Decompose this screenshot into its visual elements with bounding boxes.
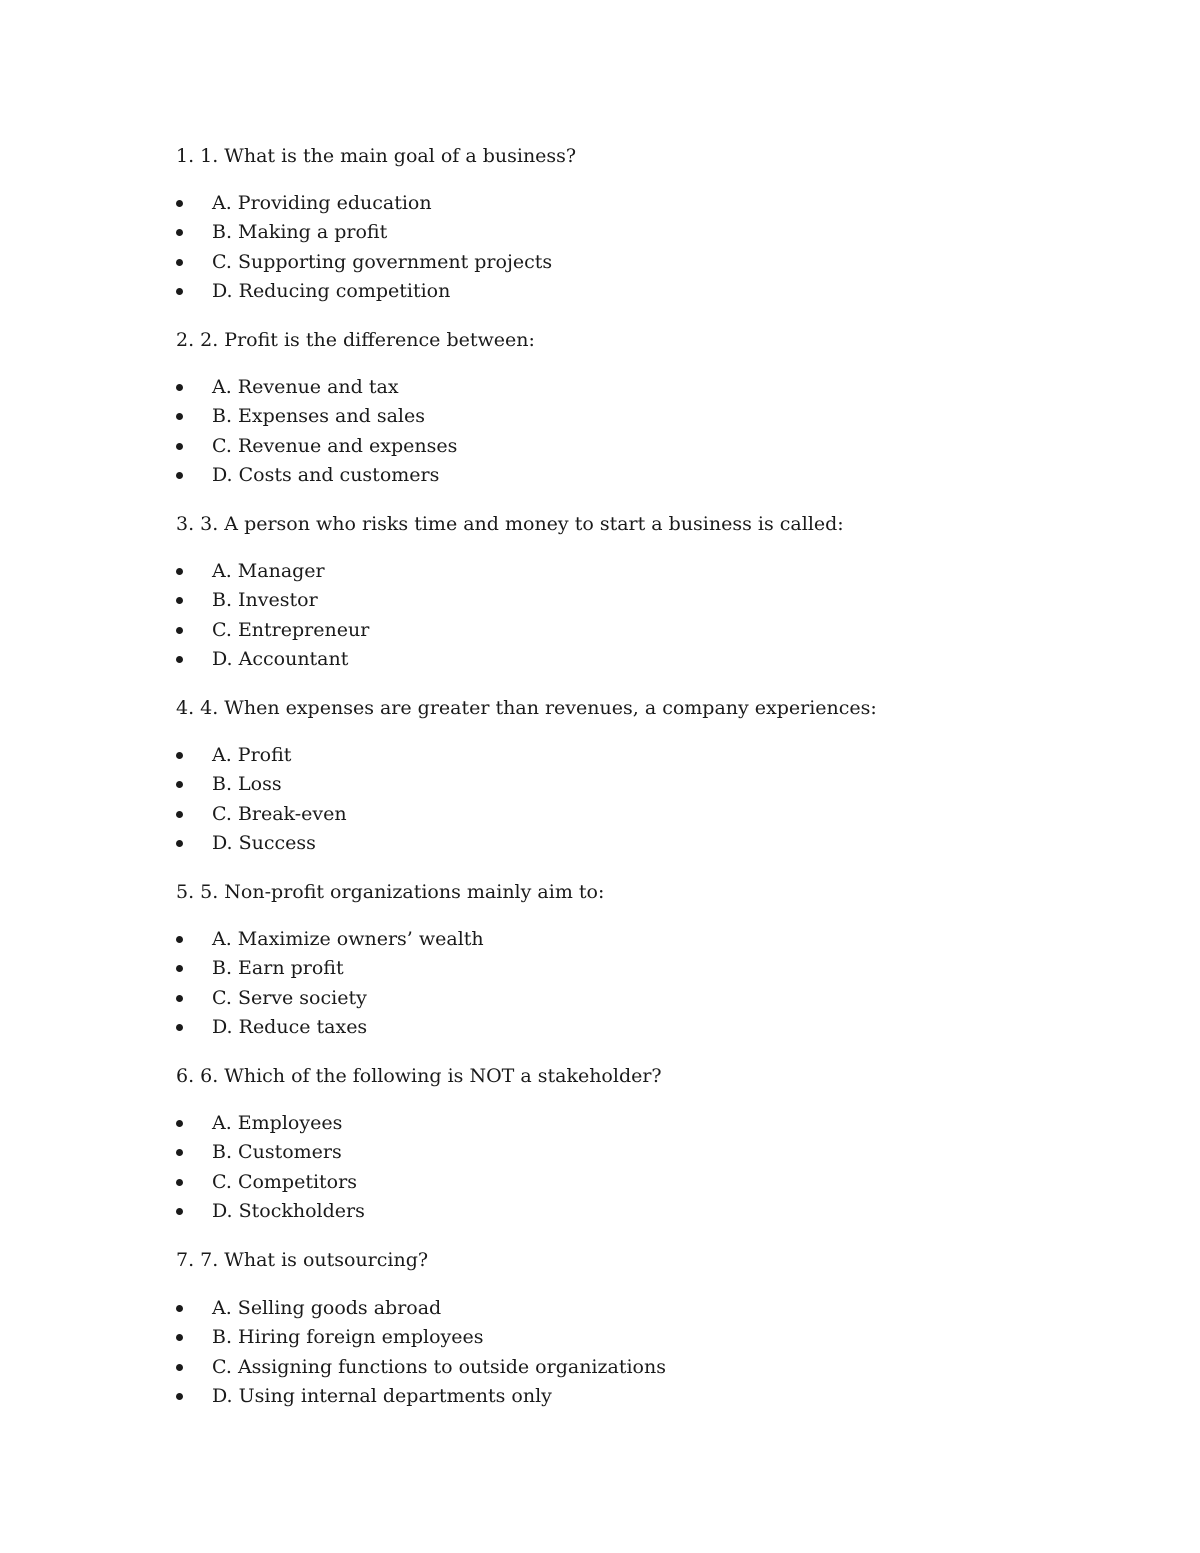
option-item [176, 616, 369, 645]
option-item [176, 461, 457, 490]
options-list-6 [176, 1109, 365, 1226]
question-number: 3. [176, 513, 195, 535]
option-text: A. Selling goods abroad [212, 1297, 442, 1319]
options-list-4 [176, 741, 347, 858]
bullet-icon [176, 656, 183, 663]
option-item [176, 432, 457, 461]
question-number: 1. [176, 145, 195, 167]
option-item [176, 1138, 365, 1167]
option-item [176, 1353, 666, 1382]
bullet-icon [176, 384, 183, 391]
bullet-icon [176, 811, 183, 818]
bullet-icon [176, 1179, 183, 1186]
option-item [176, 373, 457, 402]
bullet-icon [176, 568, 183, 575]
option-item [176, 218, 552, 247]
question-text: 3. A person who risks time and money to start a business is called: [200, 513, 844, 535]
option-text: B. Expenses and sales [212, 405, 425, 428]
option-item [176, 925, 484, 954]
option-item [176, 402, 457, 431]
bullet-icon [176, 443, 183, 450]
bullet-icon [176, 200, 183, 207]
bullet-icon [176, 627, 183, 634]
option-text: B. Making a profit [212, 221, 388, 244]
option-text: A. Manager [212, 560, 325, 582]
bullet-icon [176, 965, 183, 972]
option-text: B. Earn profit [212, 957, 344, 980]
option-text: B. Customers [212, 1141, 342, 1164]
option-text: C. Serve society [212, 986, 367, 1009]
question-6 [176, 1063, 662, 1089]
option-item [176, 770, 347, 799]
question-text: 7. What is outsourcing? [200, 1249, 429, 1271]
option-text: B. Loss [212, 773, 282, 796]
question-number: 4. [176, 697, 195, 719]
question-2 [176, 327, 535, 353]
bullet-icon [176, 781, 183, 788]
option-item [176, 1197, 365, 1226]
option-item [176, 741, 347, 770]
option-text: D. Stockholders [212, 1199, 365, 1222]
option-item [176, 1013, 484, 1042]
bullet-icon [176, 1120, 183, 1127]
option-item [176, 189, 552, 218]
bullet-icon [176, 259, 183, 266]
option-item [176, 248, 552, 277]
option-text: D. Using internal departments only [212, 1384, 552, 1407]
question-text: 5. Non-profit organizations mainly aim to: [200, 881, 605, 903]
option-item [176, 1382, 666, 1411]
bullet-icon [176, 1024, 183, 1031]
option-text: A. Profit [212, 744, 292, 766]
option-item [176, 1168, 365, 1197]
bullet-icon [176, 472, 183, 479]
options-list-7 [176, 1294, 666, 1411]
bullet-icon [176, 840, 183, 847]
bullet-icon [176, 229, 183, 236]
option-text: A. Providing education [212, 192, 432, 214]
bullet-icon [176, 1305, 183, 1312]
question-4 [176, 695, 877, 721]
bullet-icon [176, 1334, 183, 1341]
bullet-icon [176, 1149, 183, 1156]
bullet-icon [176, 752, 183, 759]
bullet-icon [176, 1208, 183, 1215]
question-number: 2. [176, 329, 195, 351]
option-text: B. Hiring foreign employees [212, 1326, 484, 1349]
option-text: C. Entrepreneur [212, 618, 370, 641]
option-text: C. Supporting government projects [212, 250, 553, 273]
bullet-icon [176, 597, 183, 604]
option-text: D. Success [212, 831, 316, 854]
option-text: D. Costs and customers [212, 463, 440, 486]
bullet-icon [176, 1393, 183, 1400]
option-text: A. Revenue and tax [212, 376, 399, 398]
question-3 [176, 511, 844, 537]
option-item [176, 984, 484, 1013]
question-number: 7. [176, 1249, 195, 1271]
option-text: A. Maximize owners’ wealth [212, 928, 484, 950]
option-text: B. Investor [212, 589, 318, 612]
options-list-2 [176, 373, 457, 490]
option-item [176, 277, 552, 306]
question-text: 4. When expenses are greater than revenues, a company experiences: [200, 697, 877, 719]
question-text: 2. Profit is the difference between: [200, 329, 535, 351]
option-text: C. Revenue and expenses [212, 434, 458, 457]
option-text: C. Competitors [212, 1170, 357, 1193]
option-text: A. Employees [212, 1112, 343, 1134]
option-item [176, 1323, 666, 1352]
option-item [176, 645, 369, 674]
option-item [176, 800, 347, 829]
option-text: D. Accountant [212, 647, 349, 670]
option-text: C. Assigning functions to outside organizations [212, 1355, 666, 1378]
options-list-1 [176, 189, 552, 306]
option-item [176, 829, 347, 858]
bullet-icon [176, 1364, 183, 1371]
option-item [176, 1294, 666, 1323]
question-text: 1. What is the main goal of a business? [200, 145, 577, 167]
options-list-5 [176, 925, 484, 1042]
question-5 [176, 879, 604, 905]
bullet-icon [176, 936, 183, 943]
options-list-3 [176, 557, 369, 674]
option-item [176, 954, 484, 983]
option-text: D. Reducing competition [212, 279, 451, 302]
option-text: D. Reduce taxes [212, 1015, 368, 1038]
question-7 [176, 1247, 428, 1273]
question-number: 5. [176, 881, 195, 903]
option-item [176, 1109, 365, 1138]
question-number: 6. [176, 1065, 195, 1087]
option-item [176, 586, 369, 615]
question-1 [176, 143, 576, 169]
bullet-icon [176, 288, 183, 295]
option-text: C. Break-even [212, 802, 347, 825]
bullet-icon [176, 413, 183, 420]
bullet-icon [176, 995, 183, 1002]
question-text: 6. Which of the following is NOT a stakeholder? [200, 1065, 662, 1087]
option-item [176, 557, 369, 586]
